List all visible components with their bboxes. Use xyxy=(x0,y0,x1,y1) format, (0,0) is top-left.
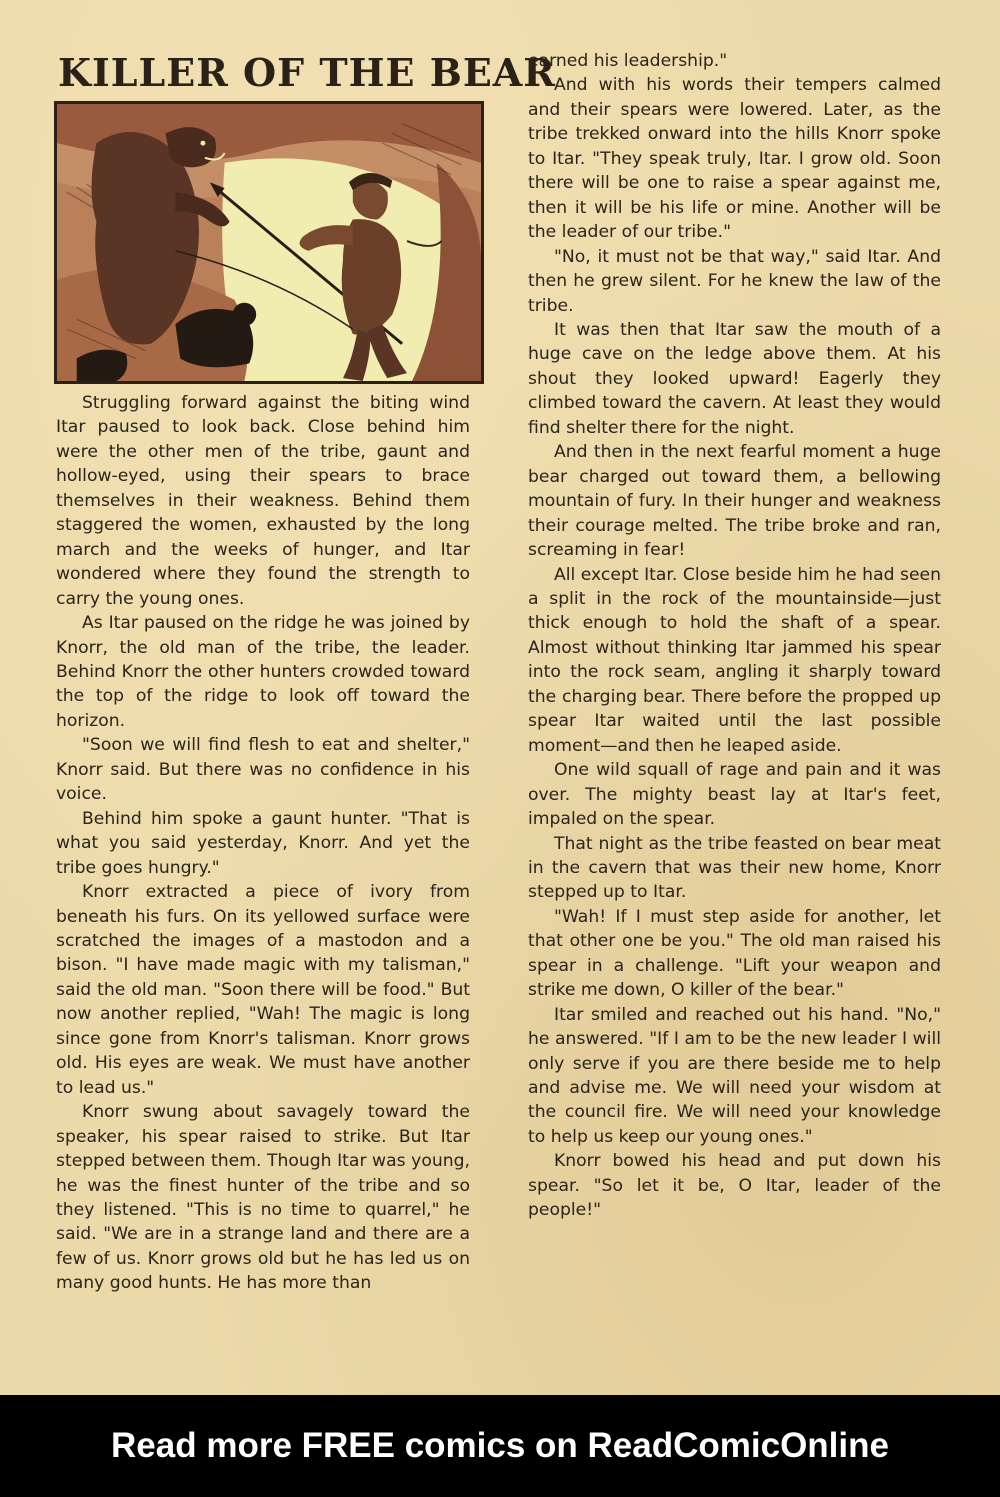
paragraph: Struggling forward against the biting wind Itar paused to look back. Close behind him were the other men of the tribe, gaunt and hollow-eyed, using their spears to brace themselves in their weakness. Behind them staggered the women, exhausted by the long march and the weeks of hunger, and Itar wondered where they found the strength to carry the young ones. xyxy=(56,393,470,609)
paragraph: All except Itar. Close beside him he had seen a split in the rock of the mountainside—just thick enough to hold the shaft of a spear. Almost without thinking Itar jammed his spear into the rock seam, angling it sharply toward the charging bear. There before the propped up spear Itar waited until the last possible moment—and then he leaped aside. xyxy=(528,564,941,756)
paragraph: Knorr bowed his head and put down his spear. "So let it be, O Itar, leader of the people!" xyxy=(528,1151,941,1221)
story-title: KILLER OF THE BEAR xyxy=(58,50,556,95)
paragraph: And then in the next fearful moment a huge bear charged out toward them, a bellowing mountain of fury. In their hunger and weakness their courage melted. The tribe broke and ran, screaming in fear! xyxy=(528,442,941,561)
story-column-left xyxy=(56,391,470,1296)
paragraph: Itar smiled and reached out his hand. "No," he answered. "If I am to be the new leader I will only serve if you are there beside me to help and advise me. We will need your wisdom at the council fire. We will need your knowledge to help us keep our young ones." xyxy=(528,1004,941,1147)
bear-attack-illustration xyxy=(54,101,484,384)
paragraph: It was then that Itar saw the mouth of a huge cave on the ledge above them. At his shout they looked upward! Eagerly they climbed toward the cavern. At least they would find shelter there for the night. xyxy=(528,319,941,438)
paragraph-continuation: earned his leadership." xyxy=(528,51,728,71)
paragraph: Knorr extracted a piece of ivory from beneath his furs. On its yellowed surface were scratched the images of a mastodon and a bison. "I have made magic with my talisman," said the old man. "Soon there will be food." But now another replied, "Wah! The magic is long since gone from Knorr's talisman. Knorr grows old. His eyes are weak. We must have another to lead us." xyxy=(56,882,470,1098)
paragraph: "Wah! If I must step aside for another, let that other one be you." The old man raised his spear in a challenge. "Lift your weapon and strike me down, O killer of the bear." xyxy=(528,906,941,1001)
paragraph: And with his words their tempers calmed and their spears were lowered. Later, as the tribe trekked onward into the hills Knorr spoke to Itar. "They speak truly, Itar. I grow old. Soon there will be one to raise a spear against me, then it will be his life or mine. Another will be the leader of our tribe." xyxy=(528,75,941,243)
story-column-right xyxy=(528,49,941,1223)
paragraph: "Soon we will find flesh to eat and shelter," Knorr said. But there was no confidence in his voice. xyxy=(56,735,470,805)
illustration-art xyxy=(57,104,481,381)
paragraph: As Itar paused on the ridge he was joined by Knorr, the old man of the tribe, the leader. Behind Knorr the other hunters crowded toward the top of the ridge to look off toward the horizon. xyxy=(56,613,470,731)
paragraph: Knorr swung about savagely toward the speaker, his spear raised to strike. But Itar stepped between them. Though Itar was young, he was the finest hunter of the tribe and so they listened. "This is no time to quarrel," he said. "We are in a strange land and there are a few of us. Knorr grows old but he has led us on many good hunts. He has more than xyxy=(56,1102,470,1294)
paragraph: One wild squall of rage and pain and it was over. The mighty beast lay at Itar's feet, impaled on the spear. xyxy=(528,760,941,830)
paragraph: That night as the tribe feasted on bear meat in the cavern that was their new home, Knorr stepped up to Itar. xyxy=(528,833,941,903)
promo-banner[interactable]: Read more FREE comics on ReadComicOnline xyxy=(0,1395,1000,1497)
paragraph: "No, it must not be that way," said Itar. And then he grew silent. For he knew the law of the tribe. xyxy=(528,246,941,316)
paragraph: Behind him spoke a gaunt hunter. "That is what you said yesterday, Knorr. And yet the tribe goes hungry." xyxy=(56,808,470,878)
